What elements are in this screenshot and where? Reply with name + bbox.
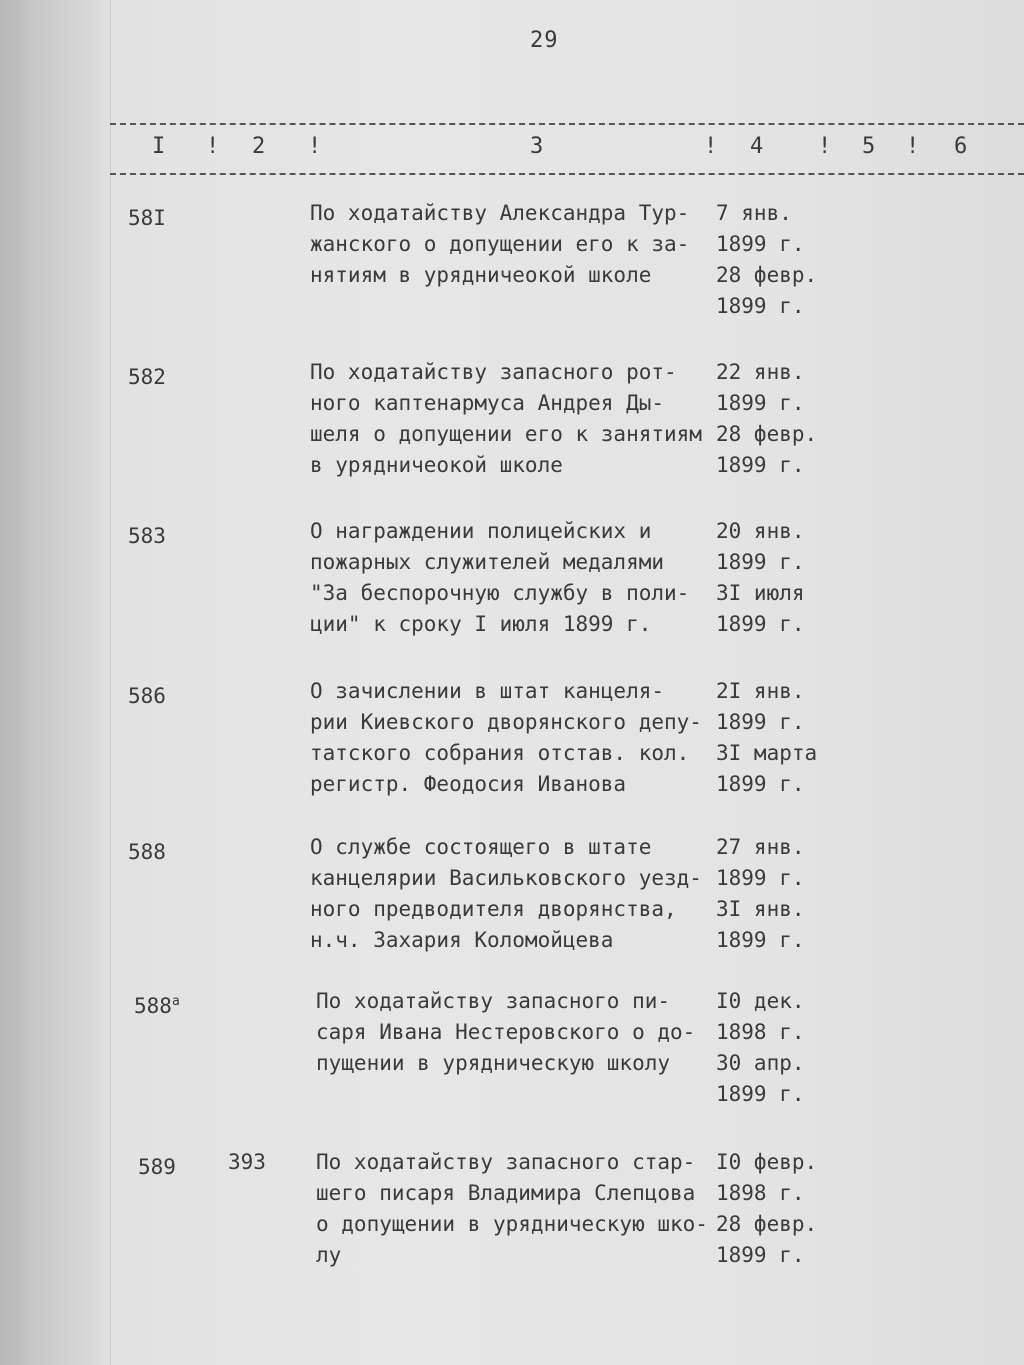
column-separator: ! bbox=[906, 134, 920, 159]
entry-number: 589 bbox=[138, 1155, 176, 1179]
entry-description: По ходатайству запасного рот- ного каптенармуса Андрея Ды- шеля о допущении его к занятиям в урядничеокой школе bbox=[310, 360, 702, 477]
page-fold-shadow bbox=[0, 0, 111, 1365]
entry-dates: 22 янв. 1899 г. 28 февр. 1899 г. bbox=[716, 360, 818, 477]
entry-number: 58I bbox=[128, 206, 166, 230]
entry-number: 586 bbox=[128, 684, 166, 708]
entry-col2: 393 bbox=[228, 1150, 266, 1174]
entry-description: По ходатайству Александра Тур- жанского о допущении его к за- нятиям в урядничеокой школе bbox=[310, 201, 690, 287]
column-separator: ! bbox=[818, 134, 832, 159]
entry-dates: I0 дек. 1898 г. 30 апр. 1899 г. bbox=[716, 989, 805, 1106]
entry-description: О службе состоящего в штате канцелярии Васильковского уезд- ного предводителя дворянства, н.ч. Захария Коломойцева bbox=[310, 835, 702, 952]
column-header-4: 4 bbox=[750, 134, 764, 159]
entry-description: О награждении полицейских и пожарных служителей медалями "За беспорочную службу в поли- ции" к сроку I июля 1899 г. bbox=[310, 519, 690, 636]
entry-number: 583 bbox=[128, 524, 166, 548]
column-separator: ! bbox=[308, 134, 322, 159]
entry-description: О зачислении в штат канцеля- рии Киевского дворянского депу- татского собрания отстав. кол. регистр. Феодосия Иванова bbox=[310, 679, 702, 796]
header-rule-bottom bbox=[110, 173, 1024, 175]
column-header-2: 2 bbox=[252, 134, 266, 159]
entry-number: 582 bbox=[128, 365, 166, 389]
column-header-row bbox=[110, 134, 1024, 164]
header-rule-top bbox=[110, 123, 1024, 125]
entry-dates: I0 февр. 1898 г. 28 февр. 1899 г. bbox=[716, 1150, 818, 1267]
entry-number: 588 bbox=[128, 840, 166, 864]
column-header-1: I bbox=[152, 134, 166, 159]
page-number: 29 bbox=[530, 28, 559, 53]
entry-dates: 20 янв. 1899 г. 3I июля 1899 г. bbox=[716, 519, 805, 636]
entry-number: $588^а$ bbox=[134, 994, 180, 1018]
column-header-5: 5 bbox=[862, 134, 876, 159]
column-separator: ! bbox=[206, 134, 220, 159]
entry-dates: 7 янв. 1899 г. 28 февр. 1899 г. bbox=[716, 201, 818, 318]
entry-dates: 2I янв. 1899 г. 3I марта 1899 г. bbox=[716, 679, 818, 796]
entry-description: По ходатайству запасного стар- шего писаря Владимира Слепцова о допущении в урядническую шко- лу bbox=[316, 1150, 708, 1267]
entry-description: По ходатайству запасного пи- саря Ивана Нестеровского о до- пущении в урядническую школу bbox=[316, 989, 696, 1075]
entry-dates: 27 янв. 1899 г. 3I янв. 1899 г. bbox=[716, 835, 805, 952]
column-separator: ! bbox=[704, 134, 718, 159]
column-header-6: 6 bbox=[954, 134, 968, 159]
column-header-3: 3 bbox=[530, 134, 544, 159]
